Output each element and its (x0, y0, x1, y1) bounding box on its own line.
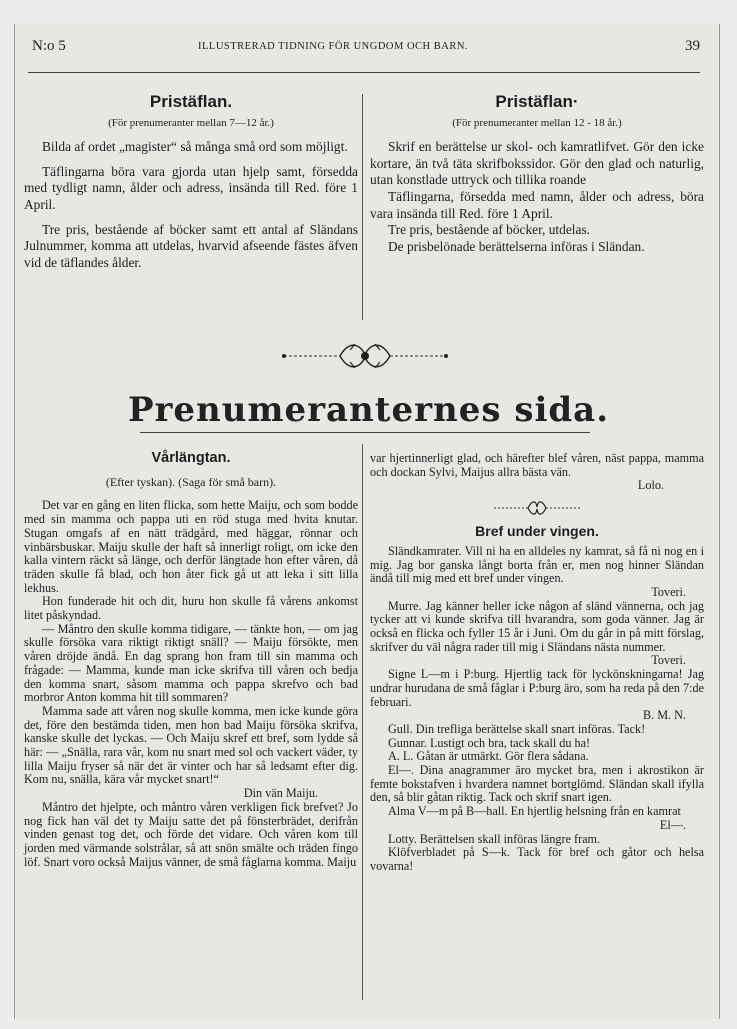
small-ornament-icon (492, 497, 582, 519)
story-paragraph: Det var en gång en liten flicka, som hette Maiju, och som bodde med sin mamma och pappa uti en röd stuga med hvita knutar. Stugan omgafs af en nätt trädgård, med häggar, rönnar och vinbärsbuskar. Maiju skulle der haft så innerligt roligt, om icke den kalla vintern räckt så länge, och derför längtade hon efter våren, då träden skulle få blad, och hon åter fick gå ut att leka i sitt lilla lekhus. (24, 498, 358, 595)
story-author: Lolo. (637, 478, 664, 493)
letter-signature: Toveri. (651, 653, 686, 668)
story-continuation: var hjertinnerligt glad, och härefter blef våren, näst pappa, mamma och dockan Sylvi, Maijus allra bästa vän. (370, 451, 704, 479)
letter-entry: Gunnar. Lustigt och bra, tack skall du ha! (388, 735, 591, 750)
letter-entry: Klöfverbladet på S—k. Tack för bref och gåtor och helsa vovarna! (370, 845, 704, 873)
contest-left-heading: Pristäflan. (149, 92, 233, 111)
letter-signature: El—. (659, 817, 686, 832)
issue-number: N:o 5 (32, 38, 66, 54)
contest-left-p2: Täflingarna böra vara gjorda utan hjelp samt, försedda med tydligt namn, ålder och adress, insända till Red. före 1 April. (24, 163, 358, 212)
story-paragraph: Måntro det hjelpte, och måntro våren verkligen fick brefvet? Jo nog fick han väl det ty Maiju satte det på fönsterbrädet, derifrån vinden genast tog det, och förde det vidare. Och våren kom till jorden med värmande solstrålar, så att snön smälte och träden fingo löf. Snart voro också Maijus vänner, de små fåglarna komma. Maiju (24, 799, 358, 869)
running-header (28, 36, 700, 62)
column-divider-bottom (362, 444, 363, 1000)
contest-right-p3: Tre pris, bestående af böcker, utdelas. (388, 222, 590, 238)
contest-left-p3: Tre pris, bestående af böcker samt ett antal af Sländans Julnummer, komma att utdelas, hvarvid afseende fästes äfven vid de täflandes ålder. (24, 221, 358, 270)
story-heading: Vårlängtan. (151, 450, 231, 466)
letters-heading: Bref under vingen. (475, 523, 599, 540)
letter-entry: Lotty. Berättelsen skall införas längre fram. (388, 831, 601, 846)
letter-entry: Gull. Din trefliga berättelse skall snart införas. Tack! (388, 721, 646, 736)
column-divider-top (362, 94, 363, 320)
story-paragraph: Hon funderade hit och dit, huru hon skulle få vårens ankomst litet påskyndad. (24, 594, 358, 623)
contest-right-p4: De prisbelönade berättelserna införas i Sländan. (388, 238, 645, 254)
story-column (24, 452, 358, 869)
letter-entry: Sländkamrater. Vill ni ha en alldeles ny kamrat, så få ni nog en i mig. Jag bor ganska långt borta från er, men nog hinner Sländan ändå till mig med ett bref under vingen. (370, 543, 704, 586)
story-paragraph: Mamma sade att våren nog skulle komma, men icke kunde göra det, före den bestämda tiden, men hon bad Maiju försöka skrifva, kanske skulle det lyckas. — Och Maiju skref ett bref, som lydde så här: — „Snälla, rara vår, kom nu snart med sol och vackert väder, ty lilla Maiju fryser så när det är vinter och har så ledsamt efter dig. Kom nu, snälla, kära vår mycket snart!“ (24, 703, 358, 787)
page-number: 39 (685, 38, 700, 54)
contest-right (370, 94, 704, 255)
contest-right-subheading: (För prenumeranter mellan 12 - 18 år.) (452, 116, 622, 129)
letter-signature: B. M. N. (642, 708, 686, 723)
ornament-divider-icon (280, 336, 450, 376)
contest-right-p1: Skrif en berättelse ur skol- och kamratlifvet. Gör den icke kortare, än två täta skrifbokssidor. Gör den glad och naturlig, utan konstlade uttryck och tillika roande (370, 139, 704, 188)
section-title: Prenumeranternes sida. (127, 390, 610, 430)
section-title-rule (140, 432, 590, 433)
letter-entry: El—. Dina anagrammer äro mycket bra, men i akrostikon är femte bokstafven i hvardera namnet bortglömd. Sländan skall ifylla den, så blir gåtan riktig. Tack och skrif snart igen. (370, 763, 704, 805)
contest-left (24, 94, 358, 271)
letter-signature: Toveri. (651, 584, 686, 599)
contest-left-subheading: (För prenumeranter mellan 7—12 år.) (108, 116, 274, 129)
story-paragraph: — Måntro den skulle komma tidigare, — tänkte hon, — om jag skulle försöka vara riktigt riktigt snäll? — Maiju försökte, men våren dröjde ändå. En dag sprang hon fram till sin mamma och frågade: — Mamma, kunde man icke skrifva till våren och bedja den komma snart, såsom mamma och pappa skrefvo och bad morbror Anton komma hit till sommaren? (24, 621, 358, 705)
contest-left-p1: Bilda af ordet „magister“ så många små ord som möjligt. (42, 139, 348, 155)
letter-entry: A. L. Gåtan är utmärkt. Gör flera sådana. (388, 749, 589, 764)
story-subheading: (Efter tyskan). (Saga för små barn). (105, 474, 277, 489)
letter-entry: Murre. Jag känner heller icke någon af sländ vännerna, och jag tycker att vi kunde skrifva till hvarandra, som goda vänner. Jag är också en flicka och fyller 15 år i Juni. Om du går in på mitt förslag, skrifver du väl några rader till mig i Sländans nästa nummer. (370, 598, 704, 654)
header-rule (28, 72, 700, 73)
letter-entry: Signe L—m i P:burg. Hjertlig tack för lyckönskningarna! Jag undrar hurudana de små fåglar i P:burg äro, som ha reda på den 7:de februari. (370, 667, 704, 709)
contest-right-p2: Täflingarna, försedda med namn, ålder och adress, böra vara insända till Red. före 1 April. (370, 188, 704, 221)
story-signoff: Din vän Maiju. (243, 786, 318, 801)
letters-column (370, 452, 704, 874)
journal-title: ILLUSTRERAD TIDNING FÖR UNGDOM OCH BARN. (198, 41, 469, 52)
letter-entry: Alma V—m på B—hall. En hjertlig helsning från en kamrat (388, 804, 681, 819)
contest-right-heading: Pristäflan· (495, 92, 579, 111)
